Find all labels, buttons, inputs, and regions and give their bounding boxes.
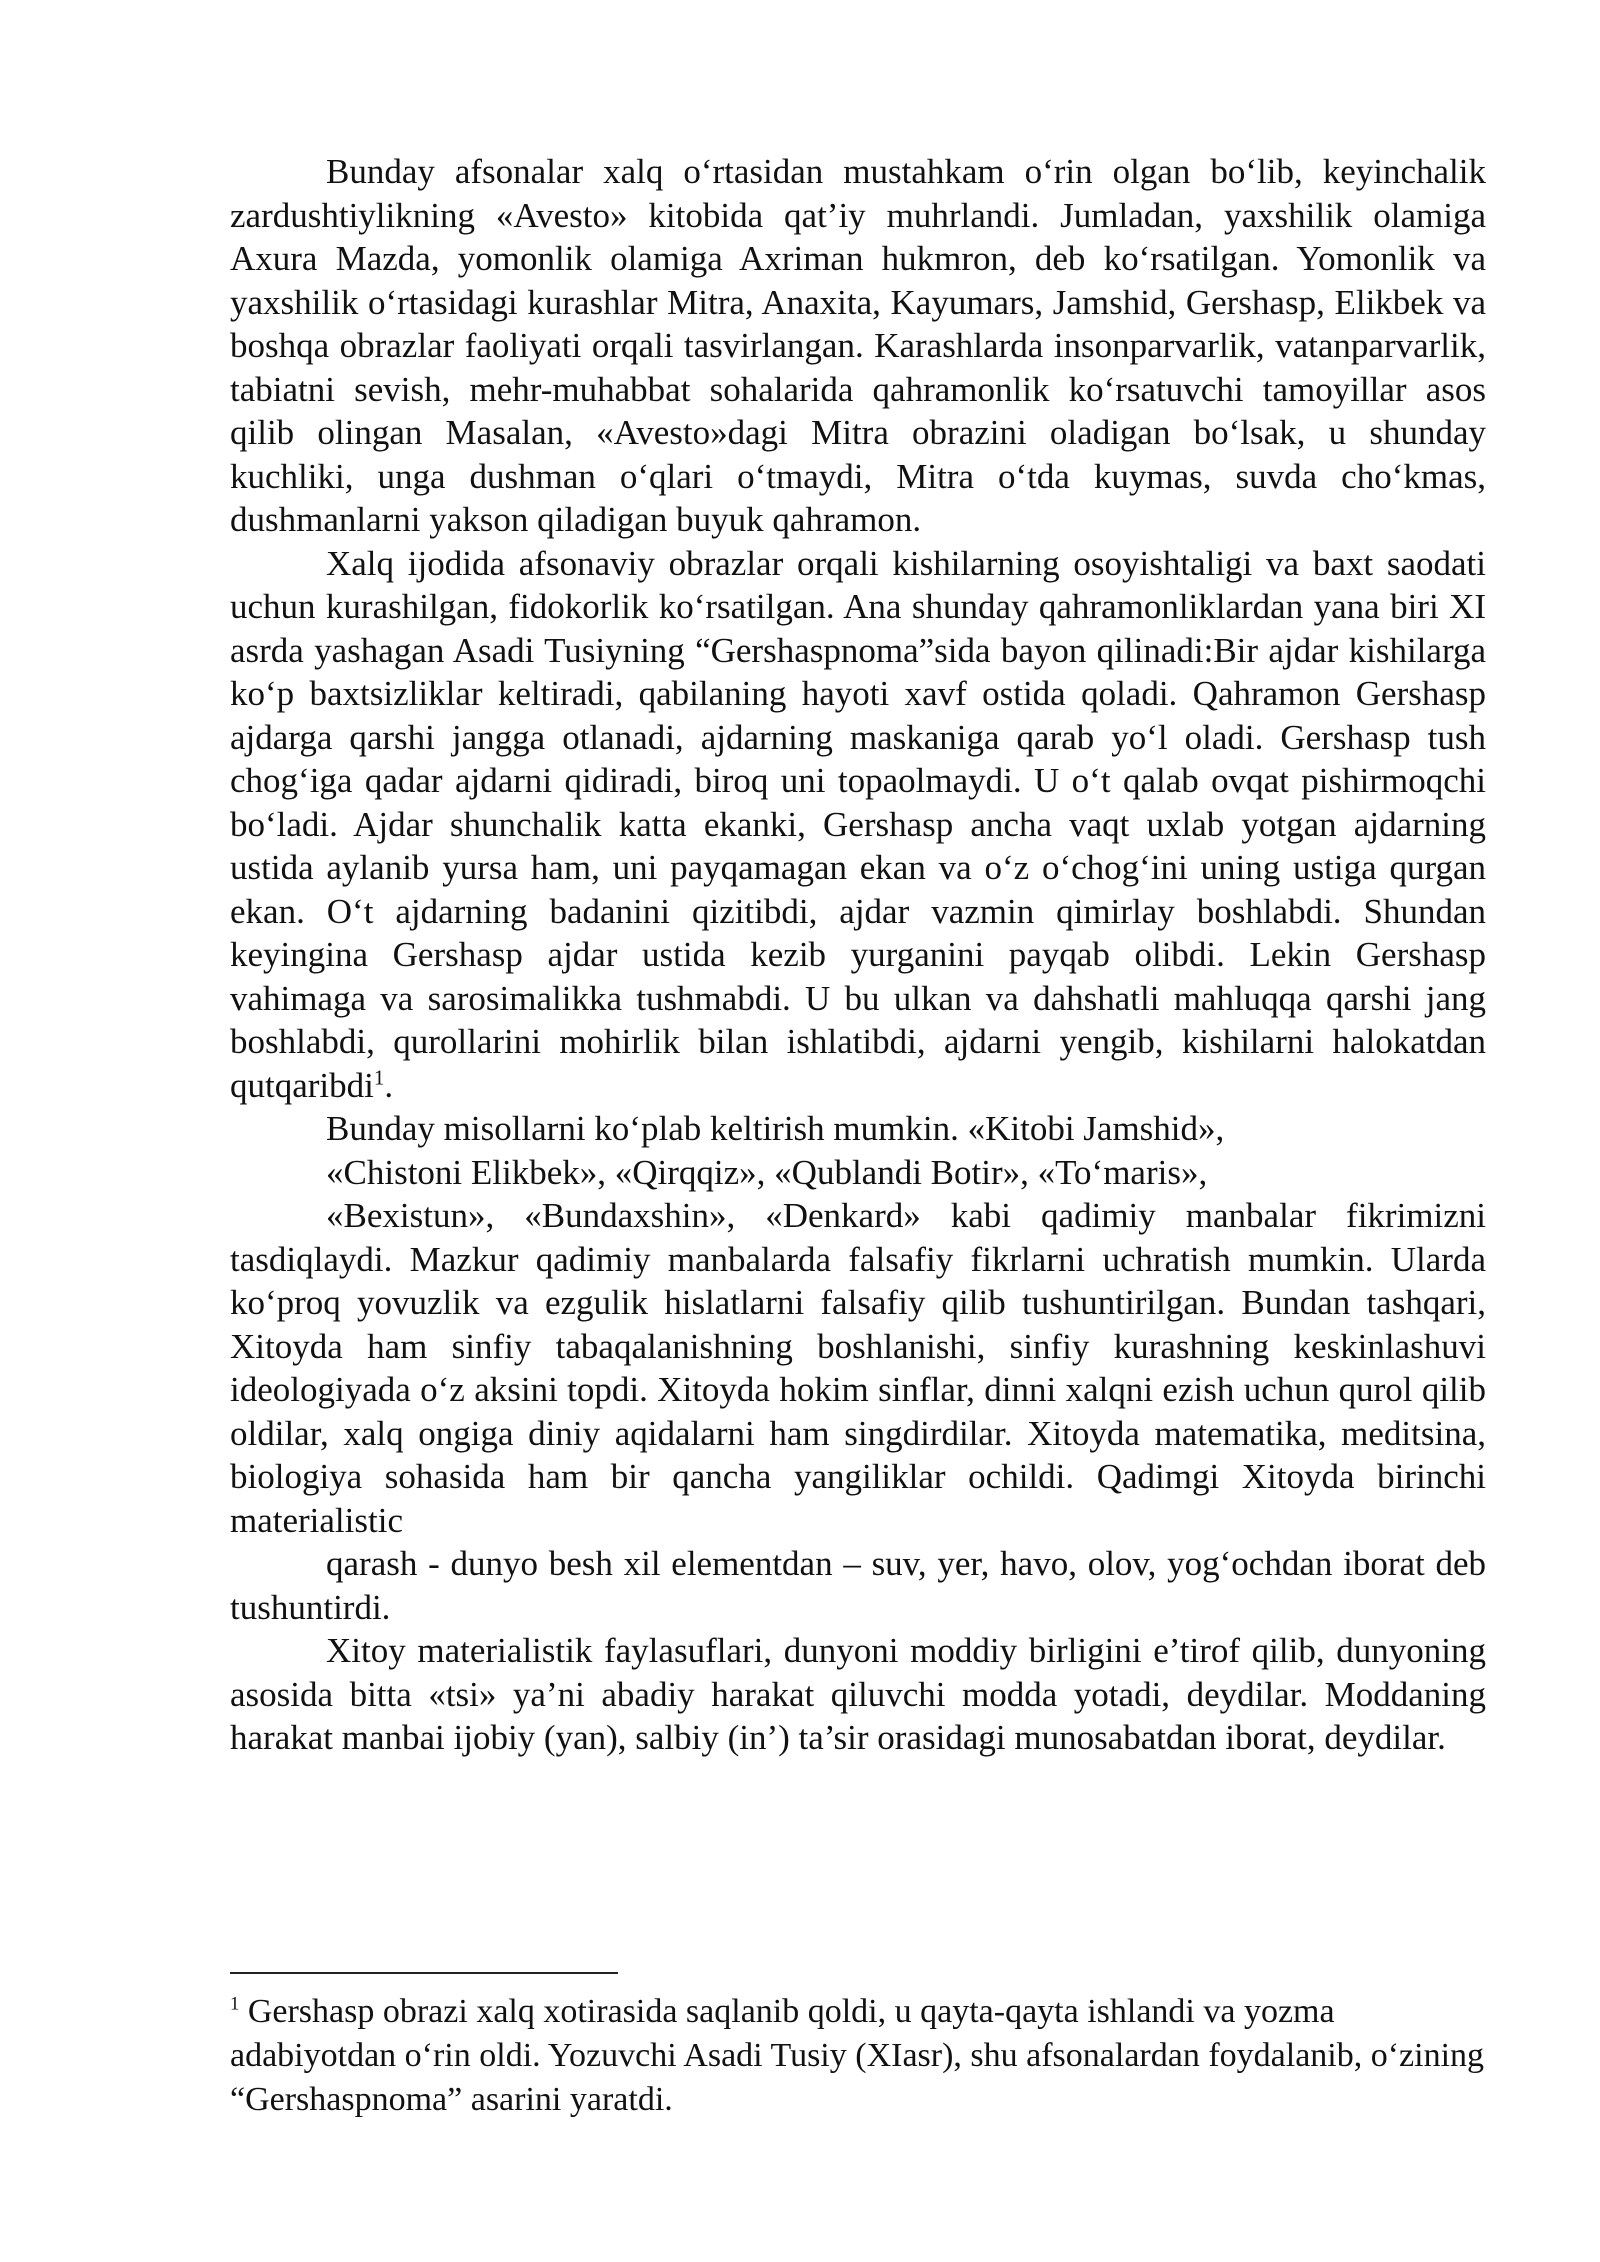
- paragraph-elements: qarash - dunyo besh xil elementdan – suv, yer, havo, olov, yog‘ochdan iborat deb tushuntirdi.: [230, 1544, 1486, 1627]
- paragraph-gershasp-end: .: [384, 1065, 394, 1105]
- footnote-marker: 1: [230, 1993, 240, 2015]
- paragraph-gershasp: [230, 542, 1486, 1108]
- footnote-separator: [230, 1972, 618, 1974]
- paragraph-chinese-materialists: Xitoy materialistik faylasuflari, dunyoni moddiy birligini e’tirof qilib, dunyoning asosida bitta «tsi» ya’ni abadiy harakat qiluvchi modda yotadi, deydilar. Moddaning harakat manbai ijobiy (yan), salbiy (in’) ta’sir orasidagi munosabatdan iborat, deydilar.: [230, 1631, 1486, 1757]
- paragraph-gershasp-text: Xalq ijodida afsonaviy obrazlar orqali kishilarning osoyishtaligi va baxt saodati uchun kurashilgan, fidokorlik ko‘rsatilgan. Ana shunday qahramonliklardan yana biri XI asrda yashagan Asadi Tusiyning “Gershaspnoma”sida bayon qilinadi:Bir ajdar kishilarga ko‘p baxtsizliklar keltiradi, qabilaning hayoti xavf ostida qoladi. Qahramon Gershasp ajdarga qarshi jangga otlanadi, ajdarning maskaniga qarab yo‘l oladi. Gershasp tush chog‘iga qadar ajdarni qidiradi, biroq uni topaolmaydi. U o‘t qalab ovqat pishirmoqchi bo‘ladi. Ajdar shunchalik katta ekanki, Gershasp ancha vaqt uxlab yotgan ajdarning ustida aylanib yursa ham, uni payqamagan ekan va o‘z o‘chog‘ini uning ustiga qurgan ekan. O‘t ajdarning badanini qizitibdi, ajdar vazmin qimirlay boshlabdi. Shundan keyingina Gershasp ajdar ustida kezib yurganini payqab olibdi. Lekin Gershasp vahimaga va sarosimalikka tushmabdi. U bu ulkan va dahshatli mahluqqa qarshi jang boshlabdi, qurollarini mohirlik bilan ishlatibdi, ajdarni yengib, kishilarni halokatdan qutqaribdi: [230, 543, 1486, 1105]
- footnote-paragraph: [230, 1990, 1486, 2122]
- paragraph-examples-list: «Chistoni Elikbek», «Qirqqiz», «Qublandi Botir», «To‘maris»,: [326, 1152, 1208, 1192]
- document-page: [230, 150, 1486, 1760]
- footnote-reference[interactable]: 1: [373, 1064, 385, 1089]
- paragraph-sources: «Bexistun», «Bundaxshin», «Denkard» kabi qadimiy manbalar fikrimizni tasdiqlaydi. Mazkur qadimiy manbalarda falsafiy fikrlarni uchratish mumkin. Ularda ko‘proq yovuzlik va ezgulik hislatlarni falsafiy qilib tushuntirilgan. Bundan tashqari, Xitoyda ham sinfiy tabaqalanishning boshlanishi, sinfiy kurashning keskinlashuvi ideologiyada o‘z aksini topdi. Xitoyda hokim sinflar, dinni xalqni ezish uchun qurol qilib oldilar, xalq ongiga diniy aqidalarni ham singdirdilar. Xitoyda matematika, meditsina, biologiya sohasida ham bir qancha yangiliklar ochildi. Qadimgi Xitoyda birinchi materialistic: [230, 1196, 1486, 1540]
- paragraph-avesto: Bunday afsonalar xalq o‘rtasidan mustahkam o‘rin olgan bo‘lib, keyinchalik zardushtiylikning «Avesto» kitobida qat’iy muhrlandi. Jumladan, yaxshilik olamiga Axura Mazda, yomonlik olamiga Axriman hukmron, deb ko‘rsatilgan. Yomonlik va yaxshilik o‘rtasidagi kurashlar Mitra, Anaxita, Kayumars, Jamshid, Gershasp, Elikbek va boshqa obrazlar faoliyati orqali tasvirlangan. Karashlarda insonparvarlik, vatanparvarlik, tabiatni sevish, mehr-muhabbat sohalarida qahramonlik ko‘rsatuvchi tamoyillar asos qilib olingan Masalan, «Avesto»dagi Mitra obrazini oladigan bo‘lsak, u shunday kuchliki, unga dushman o‘qlari o‘tmaydi, Mitra o‘tda kuymas, suvda cho‘kmas, dushmanlarni yakson qiladigan buyuk qahramon.: [230, 152, 1486, 539]
- paragraph-examples: Bunday misollarni ko‘plab keltirish mumkin. «Kitobi Jamshid»,: [326, 1109, 1225, 1148]
- footnote-text: Gershasp obrazi xalq xotirasida saqlanib qoldi, u qayta-qayta ishlandi va yozma adabiyotdan o‘rin oldi. Yozuvchi Asadi Tusiy (XIasr), shu afsonalardan foydalanib, o‘zining “Gershaspnoma” asarini yaratdi.: [230, 1993, 1485, 2118]
- footnote: [230, 1990, 1486, 2122]
